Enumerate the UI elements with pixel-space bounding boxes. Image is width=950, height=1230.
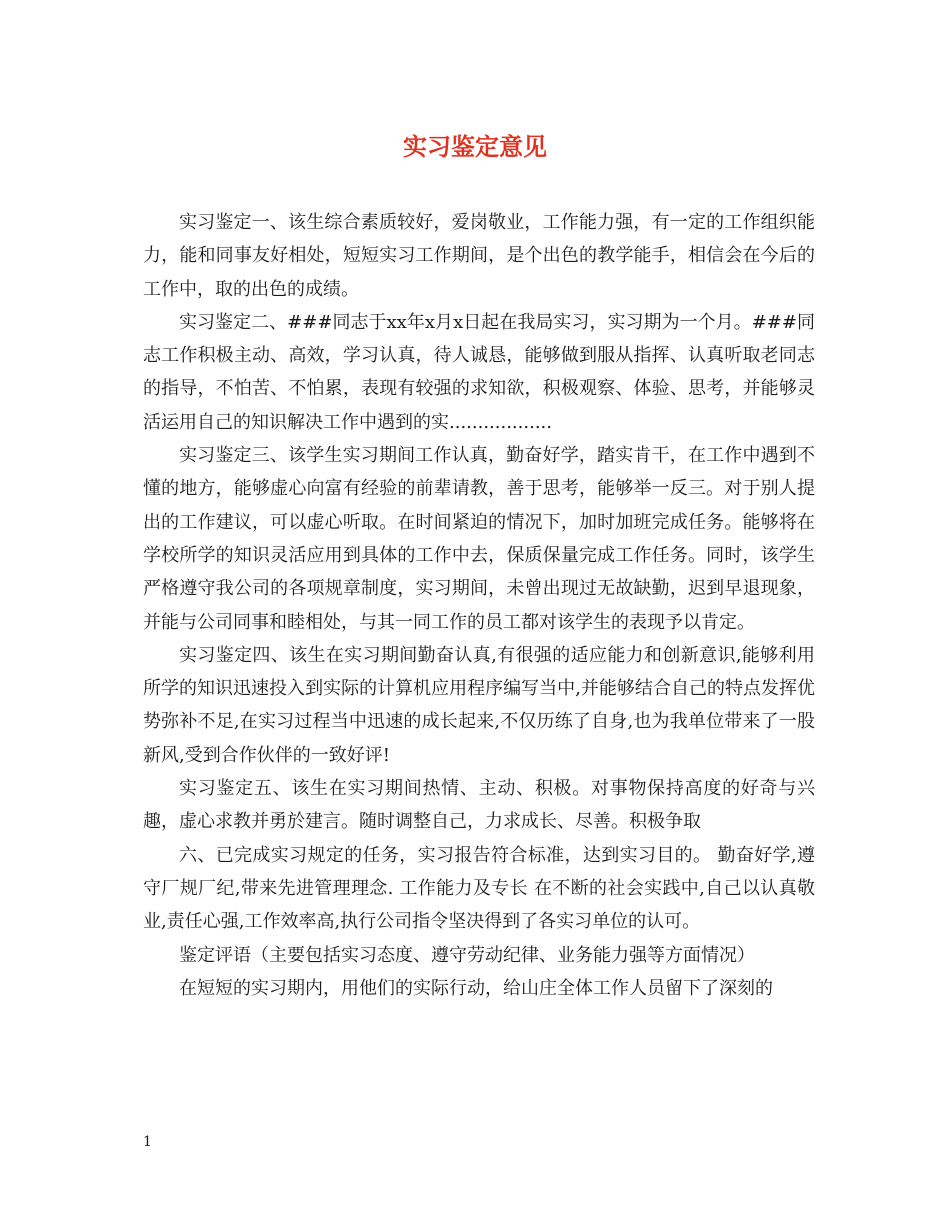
document-title: 实习鉴定意见 (403, 132, 547, 161)
paragraph-4: 实习鉴定四、该生在实习期间勤奋认真,有很强的适应能力和创新意识,能够利用所学的知识迅速投入到实际的计算机应用程序编写当中,并能够结合自己的特点发挥优势弥补不足,在实习过程当中迅速的成长起来,不仅历练了自身,也为我单位带来了一股新风,受到合作伙伴的一致好评! (143, 644, 815, 766)
paragraph-8: 在短短的实习期内，用他们的实际行动，给山庄全体工作人员留下了深刻的 (179, 977, 773, 999)
page-number: 1 (143, 1134, 152, 1150)
paragraph-1: 实习鉴定一、该生综合素质较好，爱岗敬业，工作能力强，有一定的工作组织能力，能和同事友好相处，短短实习工作期间，是个出色的教学能手，相信会在今后的工作中，取的出色的成绩。 (143, 212, 815, 300)
document-body (143, 206, 815, 1005)
paragraph-3: 实习鉴定三、该学生实习期间工作认真，勤奋好学，踏实肯干，在工作中遇到不懂的地方，能够虚心向富有经验的前辈请教，善于思考，能够举一反三。对于别人提出的工作建议，可以虚心听取。在时间紧迫的情况下，加时加班完成任务。能够将在学校所学的知识灵活应用到具体的工作中去，保质保量完成工作任务。同时，该学生严格遵守我公司的各项规章制度，实习期间，未曾出现过无故缺勤，迟到早退现象，并能与公司同事和睦相处，与其一同工作的员工都对该学生的表现予以肯定。 (143, 445, 815, 633)
paragraph-7: 鉴定评语（主要包括实习态度、遵守劳动纪律、业务能力强等方面情况） (179, 944, 755, 966)
paragraph-2: 实习鉴定二、###同志于xx年x月x日起在我局实习，实习期为一个月。###同志工作积极主动、高效，学习认真，待人诚恳，能够做到服从指挥、认真听取老同志的指导，不怕苦、不怕累，表现有较强的求知欲，积极观察、体验、思考，并能够灵活运用自己的知识解决工作中遇到的实.................. (143, 311, 815, 433)
paragraph-5: 实习鉴定五、该生在实习期间热情、主动、积极。对事物保持高度的好奇与兴趣，虚心求教并勇於建言。随时调整自己，力求成长、尽善。积极争取 (143, 778, 815, 833)
paragraph-6: 六、已完成实习规定的任务，实习报告符合标准，达到实习目的。 勤奋好学,遵守厂规厂纪,带来先进管理理念. 工作能力及专长 在不断的社会实践中,自己以认真敬业,责任心强,工作效率高,执行公司指令坚决得到了各实习单位的认可。 (143, 844, 815, 933)
